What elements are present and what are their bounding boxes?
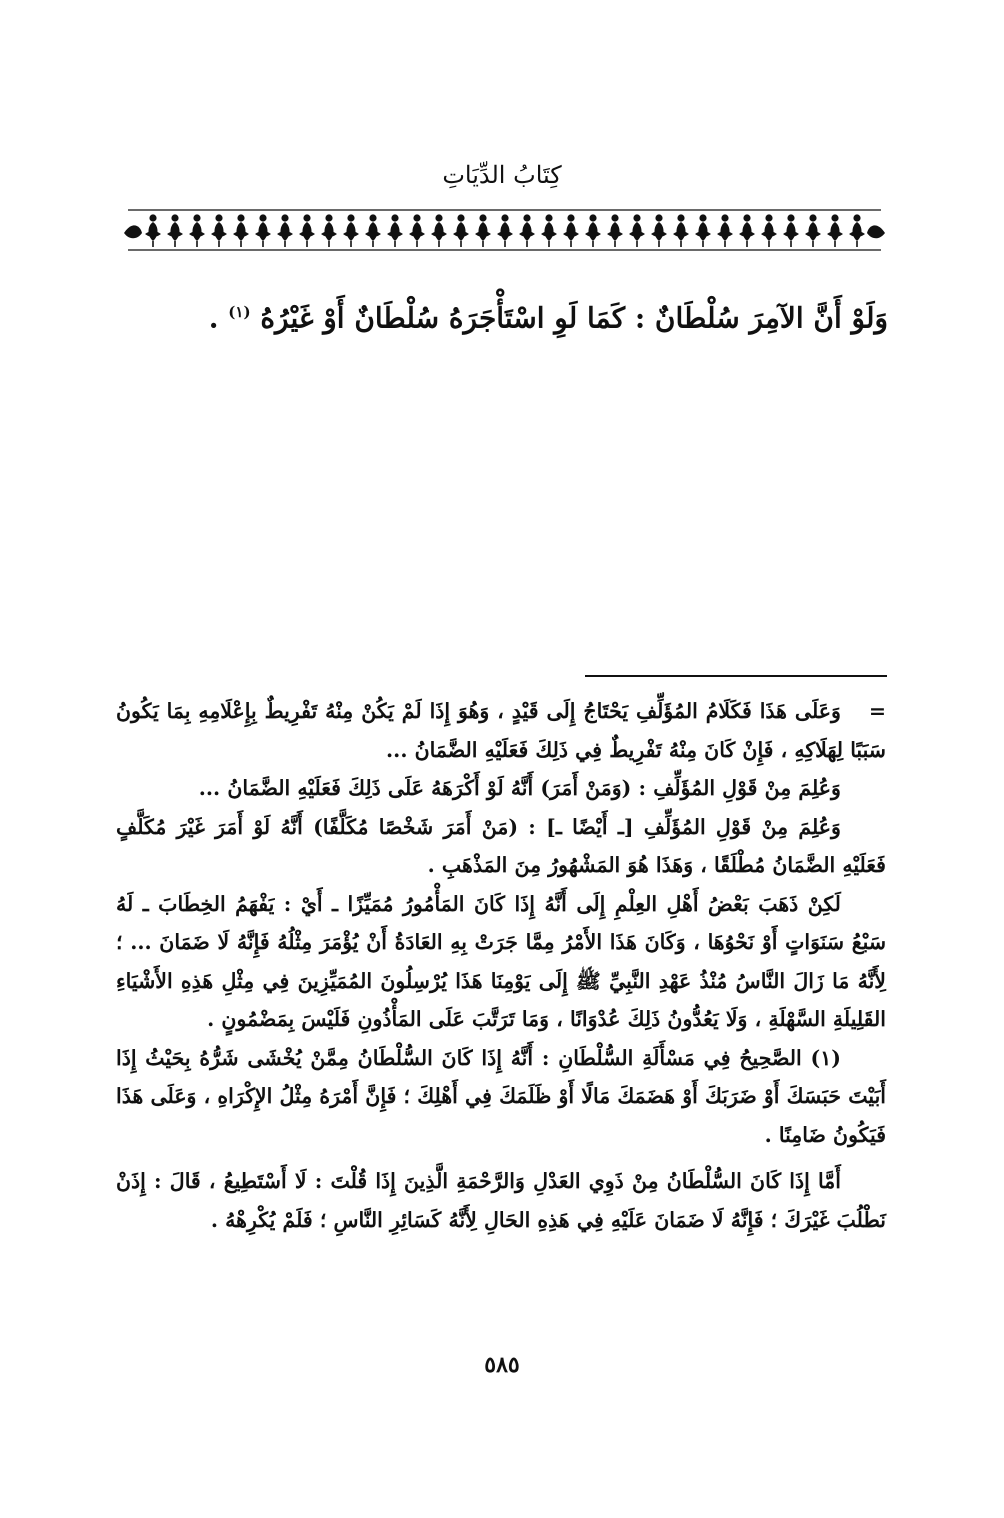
- footnote-note-1-continued: أَمَّا إِذَا كَانَ السُّلْطَانُ مِنْ ذَوِي العَدْلِ وَالرَّحْمَةِ الَّذِينَ إِذَا قُلْتَ : لَا أَسْتَطِيعُ ، قَالَ : إِذَنْ نَطْلُبَ غَيْرَكَ ؛ فَإِنَّهُ لَا ضَمَانَ عَلَيْهِ فِي هَذِهِ الحَالِ لِأَنَّهُ كَسَائِرِ النَّاسِ ؛ فَلَمْ يُكْرِهْهُ .: [116, 1169, 886, 1232]
- footnote-paragraph: لَكِنْ ذَهَبَ بَعْضُ أَهْلِ العِلْمِ إِلَى أَنَّهُ إِذَا كَانَ المَأْمُورُ مُمَيِّزًا ـ أَيْ : يَفْهَمُ الخِطَابَ ـ لَهُ سَبْعُ سَنَوَاتٍ أَوْ نَحْوُهَا ، وَكَانَ هَذَا الأَمْرُ مِمَّا جَرَتْ بِهِ العَادَةُ أَنْ يُؤْمَرَ مِثْلُهُ فَإِنَّهُ لَا ضَمَانَ ... ؛ لِأَنَّهُ مَا زَالَ النَّاسُ مُنْذُ عَهْدِ النَّبِيِّ ﷺ إِلَى يَوْمِنَا هَذَا يُرْسِلُونَ المُمَيِّزِينَ فِي مِثْلِ هَذِهِ الأَشْيَاءِ القَلِيلَةِ السَّهْلَةِ ، وَلَا يَعُدُّونُ ذَلِكَ عُدْوَانًا ، وَمَا تَرَتَّبَ عَلَى المَأْذُونِ فَلَيْسَ بِمَضْمُونٍ .: [116, 891, 886, 1031]
- footnotes-section: [116, 692, 886, 1239]
- footnote-reference-marker: (١): [228, 303, 251, 321]
- footnote-paragraph-continued: [116, 692, 886, 769]
- continuation-mark: =: [868, 699, 886, 723]
- main-text-line: [120, 292, 888, 338]
- footnote-note-marker: (١): [810, 1045, 841, 1070]
- footnote-note-1: [116, 1039, 886, 1155]
- footnote-paragraph: وَعُلِمَ مِنْ قَوْلِ المُؤَلِّفِ [ـ أَيْضًا ـ] : (مَنْ أَمَرَ شَخْصًا مُكَلَّفًا) أَنَّهُ لَوْ أَمَرَ غَيْرَ مُكَلَّفٍ فَعَلَيْهِ الضَّمَانُ مُطْلَقًا ، وَهَذَا هُوَ المَشْهُورُ مِنَ المَذْهَبِ .: [116, 814, 886, 877]
- main-text-end: .: [208, 301, 229, 335]
- page-number: ٥٨٥: [484, 1352, 520, 1378]
- footnote-note-text: الصَّحِيحُ فِي مَسْأَلَةِ السُّلْطَانِ : أَنَّهُ إِذَا كَانَ السُّلْطَانُ مِمَّنْ يُخْشَى شَرُّهُ بِحَيْثُ إِذَا أَبَيْتَ حَبَسَكَ أَوْ ضَرَبَكَ أَوْ هَضَمَكَ مَالًا أَوْ ظَلَمَكَ فِي أَهْلِكَ ؛ فَإِنَّ أَمْرَهُ مِثْلُ الإِكْرَاهِ ، وَعَلَى هَذَا فَيَكُونُ ضَامِنًا .: [116, 1045, 886, 1147]
- page-header-title: كِتَابُ الدِّيَاتِ: [442, 161, 562, 189]
- paragraph-gap: [116, 1154, 886, 1162]
- decorative-ornament-band: [122, 203, 887, 255]
- footnote-paragraph: وَعُلِمَ مِنْ قَوْلِ المُؤَلِّفِ : (وَمَنْ أَمَرَ) أَنَّهُ لَوْ أَكْرَهَهُ عَلَى ذَلِكَ فَعَلَيْهِ الضَّمَانُ ...: [198, 776, 841, 800]
- main-text: وَلَوْ أَنَّ الآمِرَ سُلْطَانٌ : كَمَا لَوِ اسْتَأْجَرَهُ سُلْطَانٌ أَوْ غَيْرُهُ: [260, 301, 888, 335]
- footnote-paragraph-text: وَعَلَى هَذَا فَكَلَامُ المُؤَلِّفِ يَحْتَاجُ إِلَى قَيْدٍ ، وَهُوَ إِذَا لَمْ يَكُنْ مِنْهُ تَفْرِيطٌ بِإِعْلَامِهِ بِمَا يَكُونُ سَبَبًا لِهَلَاكِهِ ، فَإِنْ كَانَ مِنْهُ تَفْرِيطٌ فِي ذَلِكَ فَعَلَيْهِ الضَّمَانُ ...: [116, 699, 886, 762]
- footnote-separator-rule: [585, 675, 887, 677]
